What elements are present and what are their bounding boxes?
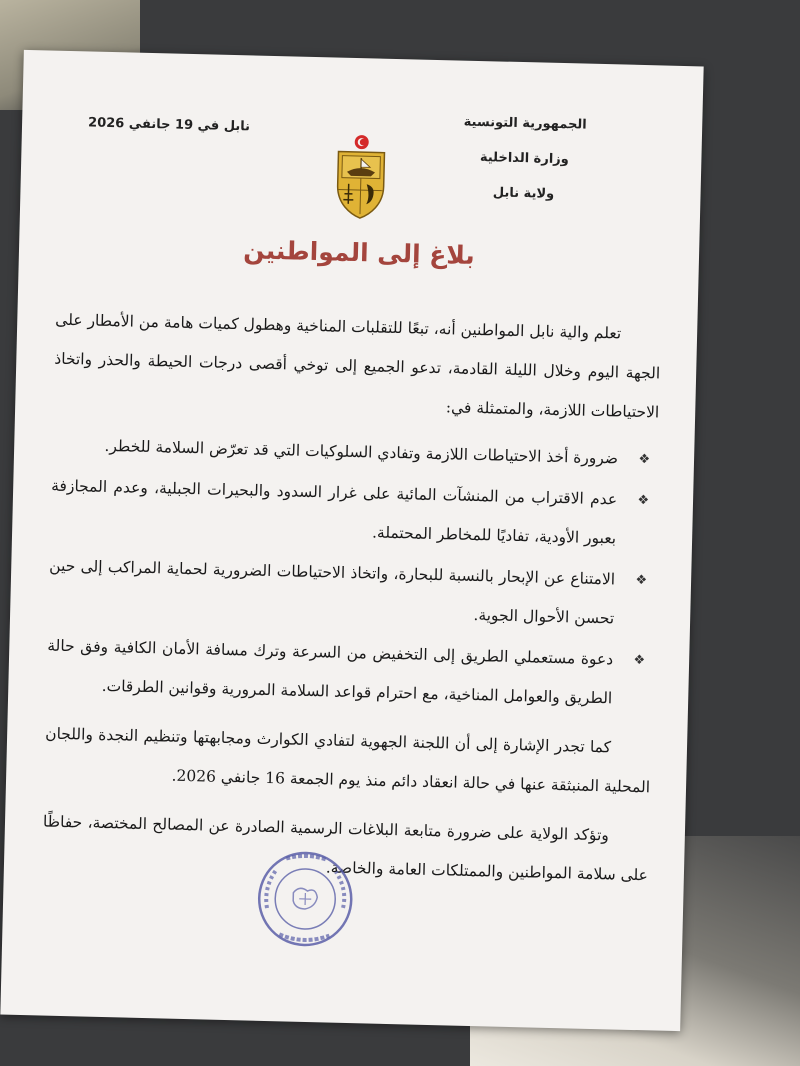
precautions-list: [46, 426, 659, 720]
diamond-bullet-icon: ❖: [637, 492, 650, 509]
intro-paragraph: تعلم والية نابل المواطنين أنه، تبعًا للتقلبات المناخية وهطول كميات هامة من الأمطار على الجهة اليوم وخلال الليلة القادمة، تدعو الجميع إلى توخي أقصى درجات الحيطة والحذر واتخاذ الاحتياطات اللازمة، والمتمثلة في:: [54, 310, 661, 422]
document-page: [0, 50, 703, 1031]
document-body: [42, 301, 662, 896]
date-line: نابل في 19 جانفي 2026: [87, 115, 251, 135]
republic-name: الجمهورية التونسية: [463, 114, 587, 133]
committee-paragraph: كما تجدر الإشارة إلى أن اللجنة الجهوية لتفادي الكوارث ومجابهتها وتنظيم النجدة واللجان المحلية المنبثقة عنها في حالة انعقاد دائم منذ يوم الجمعة 16 جانفي 2026.: [44, 724, 651, 797]
diamond-bullet-icon: ❖: [635, 572, 648, 589]
list-item-text: الامتناع عن الإبحار بالنسبة للبحارة، واتخاذ الاحتياطات الضرورية لحماية المراكب إلى حين تحسن الأحوال الجوية.: [49, 556, 616, 628]
list-item: [50, 467, 658, 560]
governorate-name: ولاية نابل: [492, 185, 555, 202]
list-item: [48, 547, 656, 640]
document-title: بلاغ إلى المواطنين: [242, 235, 476, 270]
list-item: [46, 627, 654, 720]
official-stamp-icon: [254, 848, 356, 950]
issuer-block: [428, 104, 621, 214]
diamond-bullet-icon: ❖: [633, 652, 646, 669]
tunisia-coat-of-arms-icon: [332, 133, 390, 220]
closing-paragraph: وتؤكد الولاية على ضرورة متابعة البلاغات الرسمية الصادرة عن المصالح المختصة، حفاظًا على سلامة المواطنين والممتلكات العامة والخاصة.: [42, 812, 649, 885]
diamond-bullet-icon: ❖: [638, 451, 651, 468]
list-item-text: دعوة مستعملي الطريق إلى التخفيض من السرعة وترك مسافة الأمان الكافية وفق حالة الطريق والعوامل المناخية، مع احترام قواعد السلامة المرورية وقوانين الطرقات.: [47, 636, 614, 708]
list-item-text: ضرورة أخذ الاحتياطات اللازمة وتفادي السلوكيات التي قد تعرّض السلامة للخطر.: [104, 436, 619, 468]
ministry-name: وزارة الداخلية: [479, 150, 569, 168]
list-item-text: عدم الاقتراب من المنشآت المائية على غرار السدود والبحيرات الجبلية، وعدم المجازفة بعبور الأودية، تفاديًا للمخاطر المحتملة.: [51, 476, 618, 548]
